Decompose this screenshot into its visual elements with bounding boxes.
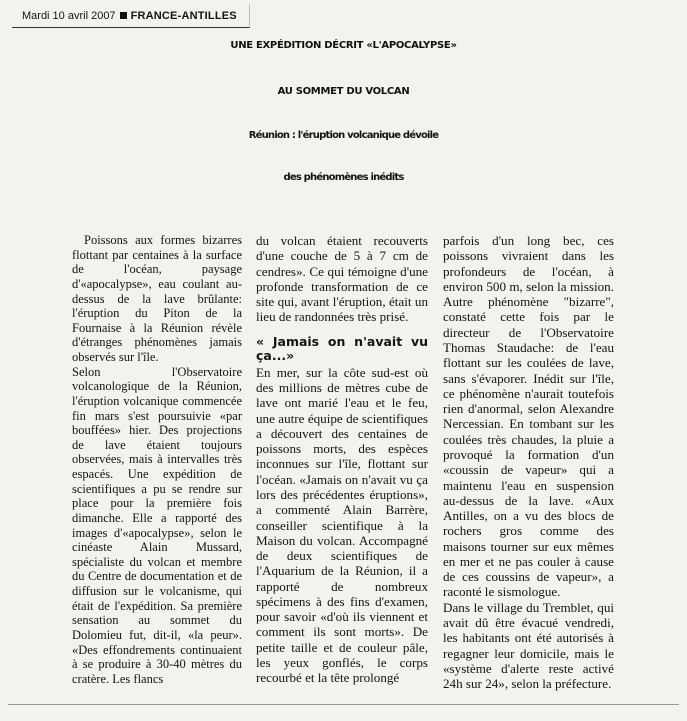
article-column-1 xyxy=(72,233,242,700)
column-3-paragraph-2: Dans le village du Tremblet, qui avait dû être évacué vendredi, les habitants ont été autorisés à regagner leur domicile, mais le «système d'alerte reste activé 24h sur 24», selon la préfecture. xyxy=(443,599,614,692)
column-1-paragraph-1: Poissons aux formes bizarres flottant par centaines à la surface de l'océan, paysage d'«apocalypse», eau coulant au-dessus de la lave brûlante: l'éruption du Piton de la Fournaise à la Réunion révèle d'étranges phénomènes jamais observés sur l'île. xyxy=(72,233,242,364)
article-subheading: « Jamais on n'avait vu ça...» xyxy=(256,333,428,363)
publication-date: Mardi 10 avril 2007 xyxy=(22,10,116,22)
column-3-paragraph-1: parfois d'un long bec, ces poissons vivraient dans les profondeurs de l'océan, à environ 500 m, selon la mission. Autre phénomène "bizarre", constaté cette fois par le directeur de l'Observatoire Thomas Staudache: de l'eau flottant sur les coulées de lave, sans s'évaporer. Inédit sur l'île, ce phénomène n'aurait toutefois rien d'anormal, selon Alexandre Nercessian. En tombant sur les coulées très chaudes, la pluie a provoqué la formation d'un «coussin de vapeur» qui a maintenu l'eau en suspension au-dessus de la lave. «Aux Antilles, on a vu des blocs de rochers gros comme des maisons tourner sur eux mêmes en mer et ne pas couler à cause de ces coussins de vapeur», a raconté le sismologue. xyxy=(443,233,614,600)
dateline xyxy=(12,4,250,28)
headline-line-2: des phénomènes inédits xyxy=(283,172,404,183)
column-2-paragraph-2: En mer, sur la côte sud-est où des millions de mètres cube de lave ont marié l'eau et le feu, une autre équipe de scientifiques a découvert des centaines de poissons morts, des espèces inconnues sur l'île, flottant sur l'océan. «Jamais on n'avait vu ça lors des précédentes éruptions», a commenté Alain Barrère, conseiller scientifique à la Maison du volcan. Accompagné de deux scientifiques de l'Aquarium de la Réunion, il a rapporté de nombreux spécimens à des fins d'examen, pour savoir «d'où ils viennent et comment ils sont morts». De petite taille et de couleur pâle, les yeux gonflés, le corps recourbé et la tête prolongé xyxy=(256,364,428,686)
column-2-paragraph-1: du volcan étaient recouverts d'une couche de 5 à 7 cm de cendres». Ce qui témoigne d'une profonde transformation de ce site qui, avant l'éruption, était un lieu de randonnées très prisé. xyxy=(256,233,428,325)
bottom-rule xyxy=(8,704,679,705)
kicker-line-2: AU SOMMET DU VOLCAN xyxy=(277,86,410,97)
kicker-line-1: UNE EXPÉDITION DÉCRIT «L'APOCALYPSE» xyxy=(230,40,457,51)
separator-square-icon xyxy=(120,12,127,19)
publication-name: FRANCE-ANTILLES xyxy=(130,10,237,22)
headline-line-1: Réunion : l'éruption volcanique dévoile xyxy=(248,130,439,141)
article-column-2 xyxy=(256,233,428,700)
article-column-3 xyxy=(443,233,614,700)
column-1-paragraph-2: Selon l'Observatoire volcanologique de la Réunion, l'éruption volcanique commencée fin mars s'est poursuivie «par bouffées» hier. Des projections de lave étaient toujours observées, mais à intervalles très espacés. Une expédition de scientifiques a pu se rendre sur place pour la première fois dimanche. Elle a rapporté des images d'«apocalypse», selon le cinéaste Alain Mussard, spécialiste du volcan et membre du Centre de documentation et de diffusion sur le volcanisme, qui était de l'expédition. Sa première sensation au sommet du Dolomieu fut, dit-il, «la peur». «Des effondrements continuaient à se produire à 30-40 mètres du cratère. Les flancs xyxy=(72,364,242,686)
